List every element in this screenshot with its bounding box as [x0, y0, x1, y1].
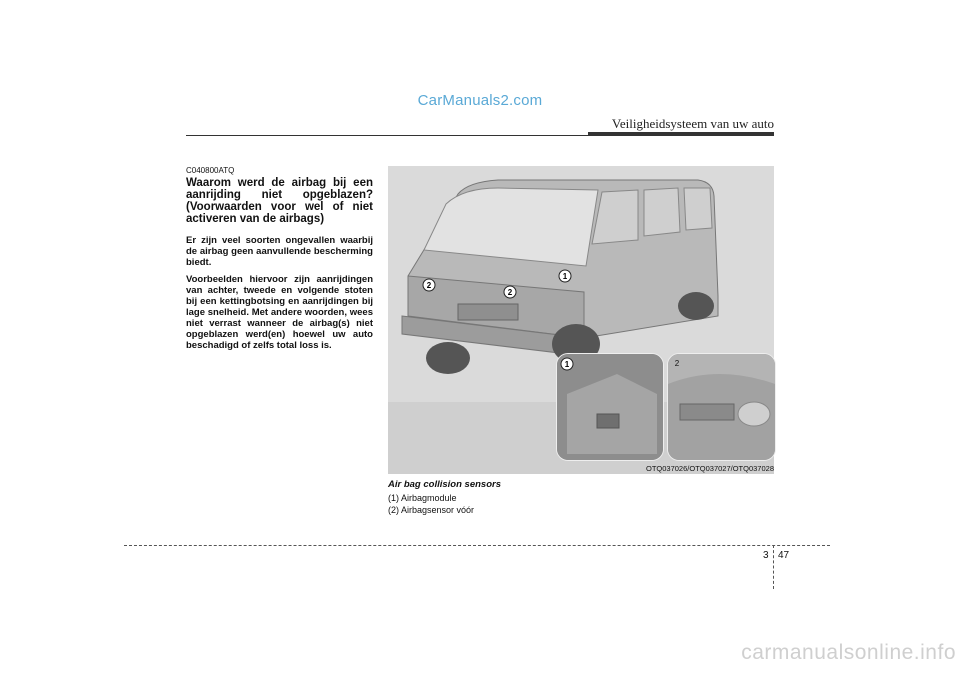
article-code: C040800ATQ [186, 166, 235, 175]
inset2-label: 2 [674, 359, 680, 368]
article-heading: Waarom werd de airbag bij een aanrijding niet opgeblazen? (Voorwaarden voor wel of niet activeren van de airbags) [186, 177, 373, 225]
watermark-bottom: carmanualsonline.info [741, 641, 956, 664]
header-rule-thin [186, 135, 588, 136]
page-chapter: 3 [763, 550, 769, 561]
caption-title: Air bag collision sensors [388, 479, 501, 490]
caption-item-1: (1) Airbagmodule [388, 493, 457, 503]
watermark-top: CarManuals2.com [417, 92, 543, 109]
inset-airbag-module [556, 353, 664, 461]
inset-front-sensor [667, 353, 776, 461]
inset-airbag-module-drawing [557, 354, 663, 460]
callout-label-3: 1 [562, 272, 568, 281]
callout-label-1: 2 [426, 281, 432, 290]
header-rule-thick [588, 132, 774, 136]
section-header: Veiligheidsysteem van uw auto [611, 116, 774, 131]
side-window-2 [644, 188, 680, 236]
footer-dashed-rule [124, 545, 830, 546]
front-wheel [426, 342, 470, 374]
callout-label-2: 2 [507, 288, 513, 297]
figure-code: OTQ037026/OTQ037027/OTQ037028 [646, 464, 774, 473]
figure-caption [388, 479, 501, 516]
footer-vertical-tick [773, 545, 774, 589]
rear-wheel [678, 292, 714, 320]
caption-item-2: (2) Airbagsensor vóór [388, 505, 475, 515]
inset1-label: 1 [564, 360, 570, 369]
article-paragraph-2: Voorbeelden hiervoor zijn aanrijdingen van achter, tweede en volgende stoten bij een kettingbotsing en aanrijdingen bij lage snelheid. Met andere woorden, wees niet verrast wanneer de airbag(s) niet opgeblazen werd(en) hoewel uw auto beschadigd of zelfs total loss is. [186, 274, 373, 351]
article-column [186, 166, 373, 357]
inset-front-sensor-drawing [668, 354, 775, 460]
grille [458, 304, 518, 320]
article-paragraph-1: Er zijn veel soorten ongevallen waarbij de airbag geen aanvullende bescherming biedt. [186, 235, 373, 268]
side-window-3 [684, 188, 712, 230]
page-number: 47 [778, 550, 790, 561]
